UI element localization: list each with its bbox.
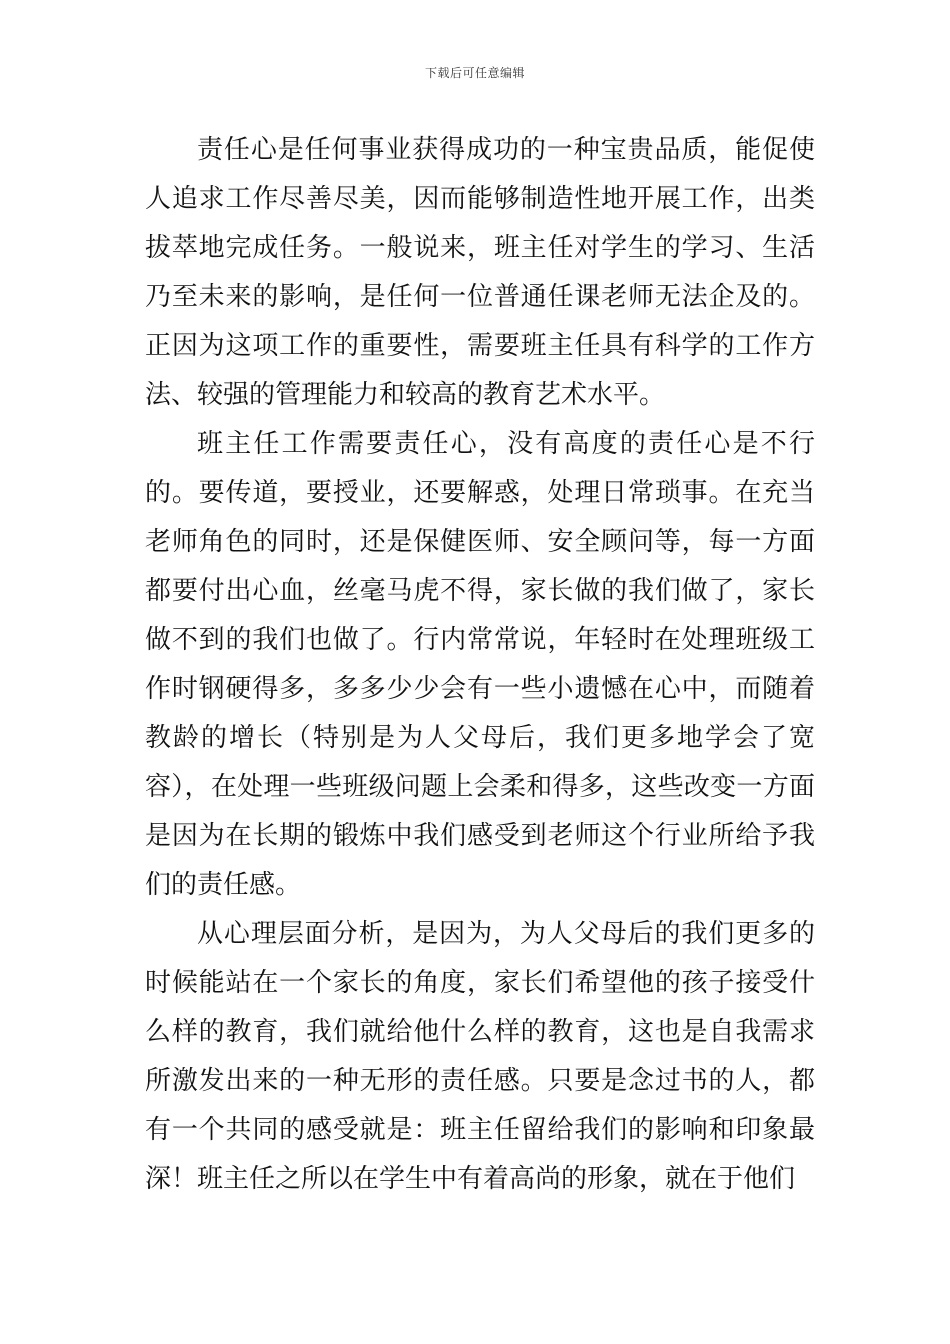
paragraph-1: 责任心是任何事业获得成功的一种宝贵品质，能促使人追求工作尽善尽美，因而能够制造性地开展工作，出类拔萃地完成任务。一般说来，班主任对学生的学习、生活乃至未来的影响，是任何一位普通任课老师无法企及的。正因为这项工作的重要性，需要班主任具有科学的工作方法、较强的管理能力和较高的教育艺术水平。 — [145, 135, 815, 410]
paragraph-3: 从心理层面分析，是因为，为人父母后的我们更多的时候能站在一个家长的角度，家长们希望他的孩子接受什么样的教育，我们就给他什么样的教育，这也是自我需求所激发出来的一种无形的责任感。只要是念过书的人，都有一个共同的感受就是：班主任留给我们的影响和印象最深！班主任之所以在学生中有着高尚的形象，就在于他们 — [145, 919, 815, 1194]
page-header-note: 下载后可任意编辑 — [424, 66, 525, 80]
document-body — [145, 126, 815, 1204]
paragraph-2: 班主任工作需要责任心，没有高度的责任心是不行的。要传道，要授业，还要解惑，处理日常琐事。在充当老师角色的同时，还是保健医师、安全顾问等，每一方面都要付出心血，丝毫马虎不得，家长做的我们做了，家长做不到的我们也做了。行内常常说，年轻时在处理班级工作时钢硬得多，多多少少会有一些小遗憾在心中，而随着教龄的增长（特别是为人父母后，我们更多地学会了宽容），在处理一些班级问题上会柔和得多，这些改变一方面是因为在长期的锻炼中我们感受到老师这个行业所给予我们的责任感。 — [145, 429, 815, 900]
